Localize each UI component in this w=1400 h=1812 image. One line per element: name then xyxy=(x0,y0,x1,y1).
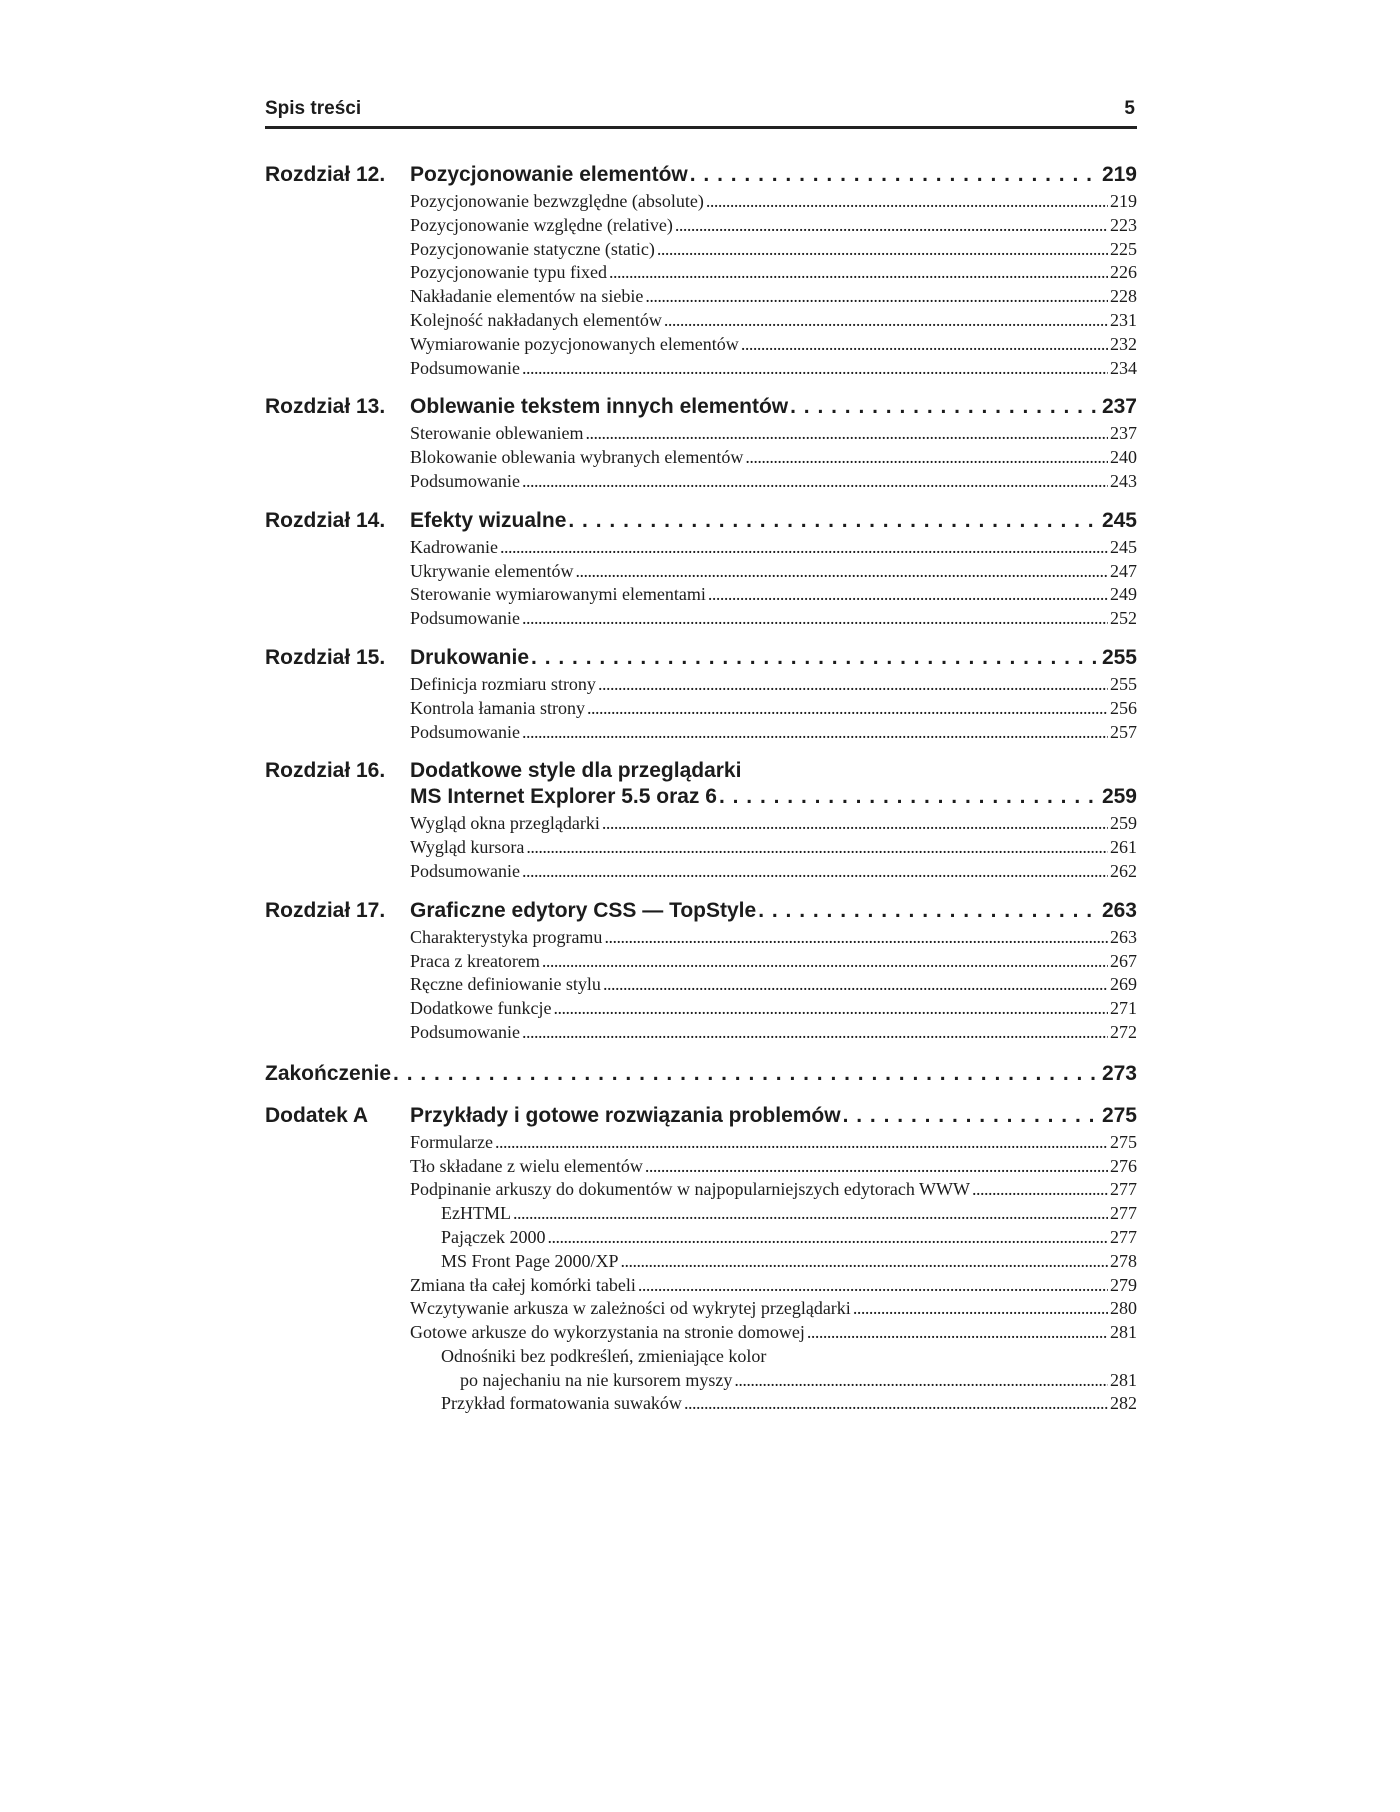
leader-dots xyxy=(790,392,1100,422)
entry-page: 257 xyxy=(1110,721,1137,742)
chapter-title-line[interactable] xyxy=(410,392,1137,422)
entry-page: 281 xyxy=(1110,1369,1137,1390)
toc-entry[interactable] xyxy=(410,836,1137,860)
entry-page: 245 xyxy=(1110,536,1137,557)
leader-dots xyxy=(621,1250,1108,1274)
toc-subentry-first-line[interactable]: Odnośniki bez podkreśleń, zmieniające kolor xyxy=(441,1345,767,1366)
toc-entry[interactable] xyxy=(410,536,1137,560)
page-header xyxy=(265,98,1137,129)
toc-entry[interactable] xyxy=(410,673,1137,697)
leader-dots xyxy=(575,560,1108,584)
leader-dots xyxy=(568,506,1100,536)
toc-entry[interactable] xyxy=(410,190,1137,214)
entry-title: Pozycjonowanie statyczne (static) xyxy=(410,238,655,259)
leader-dots xyxy=(807,1321,1108,1345)
toc-entry[interactable] xyxy=(410,812,1137,836)
chapter-title-first-line: Dodatkowe style dla przeglądarki xyxy=(410,759,742,783)
page-number: 5 xyxy=(1124,98,1135,119)
toc-entry[interactable] xyxy=(410,309,1137,333)
toc-entry[interactable] xyxy=(410,1321,1137,1345)
entry-title: po najechaniu na nie kursorem myszy xyxy=(460,1369,733,1390)
chapter-page: 255 xyxy=(1101,645,1137,669)
toc-subentry[interactable] xyxy=(410,1226,1137,1250)
entry-page: 263 xyxy=(1110,926,1137,947)
entry-title: Podpinanie arkuszy do dokumentów w najpopularniejszych edytorach WWW xyxy=(410,1179,971,1200)
chapter-title: Drukowanie xyxy=(410,645,530,669)
leader-dots xyxy=(684,1392,1108,1416)
entry-page: 282 xyxy=(1110,1393,1137,1414)
entry-page: 256 xyxy=(1110,697,1137,718)
leader-dots xyxy=(522,357,1108,381)
leader-dots xyxy=(741,333,1108,357)
entry-page: 243 xyxy=(1110,470,1137,491)
entry-page: 247 xyxy=(1110,560,1137,581)
chapter-label: Rozdział 13. xyxy=(265,395,386,419)
entry-title: Podsumowanie xyxy=(410,860,520,881)
leader-dots xyxy=(708,583,1108,607)
entry-page: 223 xyxy=(1110,214,1137,235)
entry-title: Kontrola łamania strony xyxy=(410,697,585,718)
entry-page: 231 xyxy=(1110,309,1137,330)
leader-dots xyxy=(706,190,1108,214)
entry-title: Pozycjonowanie typu fixed xyxy=(410,262,607,283)
toc-entry[interactable] xyxy=(410,1178,1137,1202)
chapter-page: 263 xyxy=(1101,898,1137,922)
entry-title: Charakterystyka programu xyxy=(410,926,603,947)
chapter-label: Rozdział 15. xyxy=(265,645,386,669)
entry-title: Ręczne definiowanie stylu xyxy=(410,974,601,995)
toc-entry[interactable] xyxy=(410,607,1137,631)
entry-page: 275 xyxy=(1110,1131,1137,1152)
chapter-title: Graficzne edytory CSS — TopStyle xyxy=(410,898,757,922)
entry-page: 232 xyxy=(1110,333,1137,354)
entry-title: Tło składane z wielu elementów xyxy=(410,1155,643,1176)
entry-title: Podsumowanie xyxy=(410,608,520,629)
toc-entry[interactable] xyxy=(410,214,1137,238)
chapter-title: Efekty wizualne xyxy=(410,508,567,532)
chapter-label: Rozdział 16. xyxy=(265,759,386,783)
entry-title: Wymiarowanie pozycjonowanych elementów xyxy=(410,333,739,354)
entry-page: 269 xyxy=(1110,974,1137,995)
entry-title: Praca z kreatorem xyxy=(410,950,540,971)
entry-title: Sterowanie wymiarowanymi elementami xyxy=(410,584,706,605)
entry-title: EzHTML xyxy=(441,1203,511,1224)
chapter-16 xyxy=(265,756,1137,883)
chapter-title: Oblewanie tekstem innych elementów xyxy=(410,395,789,419)
chapter-title-line[interactable] xyxy=(410,643,1137,673)
leader-dots xyxy=(745,446,1108,470)
toc-entry[interactable] xyxy=(410,697,1137,721)
toc-entry[interactable] xyxy=(410,950,1137,974)
chapter-page: 237 xyxy=(1101,395,1137,419)
entry-title: Przykład formatowania suwaków xyxy=(441,1393,682,1414)
chapter-title-line[interactable] xyxy=(410,782,1137,812)
toc-entry[interactable] xyxy=(410,1297,1137,1321)
entry-page: 225 xyxy=(1110,238,1137,259)
leader-dots xyxy=(690,160,1100,190)
entry-title: Pozycjonowanie bezwzględne (absolute) xyxy=(410,191,704,211)
entry-title: Ukrywanie elementów xyxy=(410,560,574,581)
entry-title: Pozycjonowanie względne (relative) xyxy=(410,214,673,235)
leader-dots xyxy=(393,1059,1100,1089)
entry-page: 280 xyxy=(1110,1298,1137,1319)
toc-entry[interactable] xyxy=(410,1274,1137,1298)
leader-dots xyxy=(645,285,1108,309)
toc-entry[interactable] xyxy=(410,721,1137,745)
entry-title: Gotowe arkusze do wykorzystania na stronie domowej xyxy=(410,1322,805,1343)
leader-dots xyxy=(531,643,1100,673)
entry-title: Podsumowanie xyxy=(410,357,520,378)
chapter-page: 259 xyxy=(1101,785,1137,809)
leader-dots xyxy=(585,422,1108,446)
chapter-title-line[interactable] xyxy=(410,160,1137,190)
entry-title: Wygląd kursora xyxy=(410,837,525,858)
toc-subentry[interactable] xyxy=(410,1250,1137,1274)
entry-title: Podsumowanie xyxy=(410,721,520,742)
chapter-14 xyxy=(265,506,1137,631)
leader-dots xyxy=(522,470,1108,494)
leader-dots xyxy=(758,896,1100,926)
chapter-page: 245 xyxy=(1101,508,1137,532)
appendix-page: 275 xyxy=(1101,1103,1137,1127)
entry-page: 276 xyxy=(1110,1155,1137,1176)
entry-page: 281 xyxy=(1110,1322,1137,1343)
entry-title: Kadrowanie xyxy=(410,536,498,557)
chapter-title-line[interactable] xyxy=(410,896,1137,926)
entry-page: 240 xyxy=(1110,447,1137,468)
running-header-title: Spis treści xyxy=(265,98,362,119)
entry-page: 249 xyxy=(1110,584,1137,605)
toc-entry[interactable] xyxy=(410,583,1137,607)
entry-title: Sterowanie oblewaniem xyxy=(410,423,584,444)
toc-entry[interactable] xyxy=(410,238,1137,262)
entry-title: Blokowanie oblewania wybranych elementów xyxy=(410,447,744,468)
leader-dots xyxy=(587,697,1108,721)
entry-title: Formularze xyxy=(410,1131,493,1152)
toc-entry[interactable] xyxy=(410,860,1137,884)
entry-page: 226 xyxy=(1110,262,1137,283)
leader-dots xyxy=(843,1101,1100,1131)
entry-title: Zmiana tła całej komórki tabeli xyxy=(410,1274,636,1295)
conclusion-title: Zakończenie xyxy=(265,1061,392,1085)
toc-entry[interactable] xyxy=(410,1131,1137,1155)
leader-dots xyxy=(972,1178,1108,1202)
leader-dots xyxy=(495,1131,1108,1155)
conclusion-title-line[interactable] xyxy=(265,1059,1137,1089)
toc-entry[interactable] xyxy=(410,333,1137,357)
entry-page: 255 xyxy=(1110,673,1137,694)
leader-dots xyxy=(664,309,1108,333)
leader-dots xyxy=(657,238,1108,262)
appendix-a xyxy=(265,1101,1137,1417)
entry-title: Pajączek 2000 xyxy=(441,1226,546,1247)
toc-subentry[interactable] xyxy=(410,1369,1137,1393)
toc-entry[interactable] xyxy=(410,261,1137,285)
leader-dots xyxy=(603,973,1108,997)
entry-title: Dodatkowe funkcje xyxy=(410,998,552,1019)
leader-dots xyxy=(719,782,1100,812)
toc-entry[interactable] xyxy=(410,973,1137,997)
entry-title: Kolejność nakładanych elementów xyxy=(410,309,662,330)
entry-page: 277 xyxy=(1110,1203,1137,1224)
toc-entry[interactable] xyxy=(410,357,1137,381)
chapter-17 xyxy=(265,896,1137,1045)
toc-subentry[interactable] xyxy=(410,1202,1137,1226)
entry-page: 237 xyxy=(1110,423,1137,444)
toc-subentry[interactable] xyxy=(410,1392,1137,1416)
entry-title: Definicja rozmiaru strony xyxy=(410,673,596,694)
entry-page: 261 xyxy=(1110,837,1137,858)
chapter-title: MS Internet Explorer 5.5 oraz 6 xyxy=(410,785,717,809)
leader-dots xyxy=(542,950,1108,974)
toc-entry[interactable] xyxy=(410,446,1137,470)
leader-dots xyxy=(734,1369,1108,1393)
chapter-15 xyxy=(265,643,1137,744)
leader-dots xyxy=(522,1021,1108,1045)
entry-page: 279 xyxy=(1110,1274,1137,1295)
chapter-title: Pozycjonowanie elementów xyxy=(410,163,688,186)
leader-dots xyxy=(526,836,1108,860)
leader-dots xyxy=(638,1274,1108,1298)
chapter-label: Rozdział 17. xyxy=(265,898,386,922)
leader-dots xyxy=(522,860,1108,884)
entry-page: 271 xyxy=(1110,998,1137,1019)
entry-page: 262 xyxy=(1110,860,1137,881)
entry-page: 228 xyxy=(1110,286,1137,307)
chapter-13 xyxy=(265,392,1137,493)
entry-page: 267 xyxy=(1110,950,1137,971)
entry-title: Wczytywanie arkusza w zależności od wykrytej przeglądarki xyxy=(410,1298,851,1319)
leader-dots xyxy=(547,1226,1108,1250)
leader-dots xyxy=(602,812,1108,836)
entry-title: Nakładanie elementów na siebie xyxy=(410,286,644,307)
toc-entry[interactable] xyxy=(410,1155,1137,1179)
entry-title: MS Front Page 2000/XP xyxy=(441,1250,619,1271)
toc-entry[interactable] xyxy=(410,470,1137,494)
entry-title: Podsumowanie xyxy=(410,1021,520,1042)
chapter-page: 219 xyxy=(1101,163,1137,186)
leader-dots xyxy=(522,607,1108,631)
entry-page: 278 xyxy=(1110,1250,1137,1271)
entry-title: Wygląd okna przeglądarki xyxy=(410,813,600,834)
chapter-title-line[interactable] xyxy=(410,506,1137,536)
entry-page: 219 xyxy=(1110,191,1137,211)
appendix-label: Dodatek A xyxy=(265,1103,369,1127)
toc-entry[interactable] xyxy=(410,1021,1137,1045)
table-of-contents xyxy=(265,160,1137,1428)
leader-dots xyxy=(598,673,1108,697)
leader-dots xyxy=(500,536,1108,560)
leader-dots xyxy=(522,721,1108,745)
leader-dots xyxy=(553,997,1108,1021)
entry-page: 252 xyxy=(1110,608,1137,629)
toc-entry[interactable] xyxy=(410,997,1137,1021)
leader-dots xyxy=(604,926,1108,950)
entry-page: 272 xyxy=(1110,1021,1137,1042)
entry-page: 259 xyxy=(1110,813,1137,834)
chapter-12 xyxy=(265,160,1137,380)
toc-entry[interactable] xyxy=(410,560,1137,584)
toc-entry[interactable] xyxy=(410,422,1137,446)
conclusion-page: 273 xyxy=(1101,1061,1137,1085)
entry-title: Podsumowanie xyxy=(410,470,520,491)
chapter-label: Rozdział 14. xyxy=(265,508,386,532)
leader-dots xyxy=(513,1202,1108,1226)
leader-dots xyxy=(853,1297,1108,1321)
appendix-title: Przykłady i gotowe rozwiązania problemów xyxy=(410,1103,841,1127)
toc-entry[interactable] xyxy=(410,285,1137,309)
entry-page: 277 xyxy=(1110,1226,1137,1247)
entry-page: 277 xyxy=(1110,1179,1137,1200)
chapter-label: Rozdział 12. xyxy=(265,163,386,186)
appendix-title-line[interactable] xyxy=(410,1101,1137,1131)
toc-entry[interactable] xyxy=(410,926,1137,950)
leader-dots xyxy=(609,261,1108,285)
leader-dots xyxy=(645,1155,1108,1179)
entry-page: 234 xyxy=(1110,357,1137,378)
leader-dots xyxy=(675,214,1108,238)
